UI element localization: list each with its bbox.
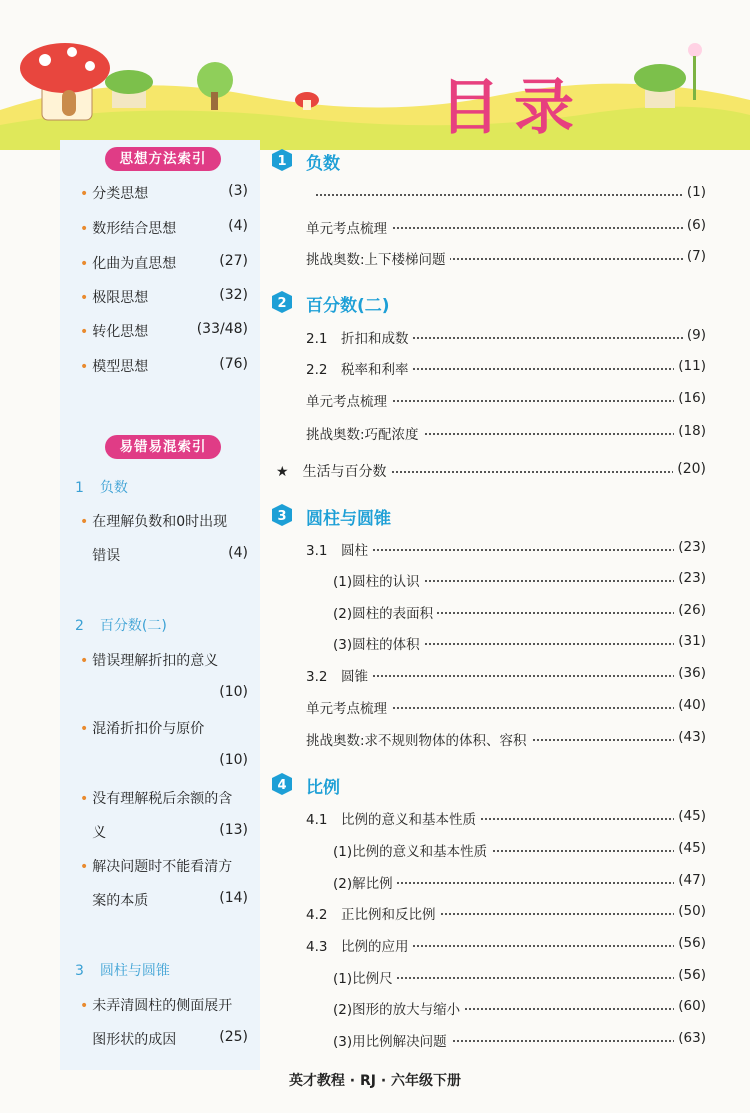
svg-text:4: 4 [277, 778, 287, 793]
toc-row-star[interactable]: ★ 生活与百分数 (20) [276, 461, 706, 480]
method-item: • 极限思想 (32) [80, 287, 248, 306]
error-item-cont: 案的本质 (14) [92, 890, 248, 909]
toc-row[interactable]: (2)图形的放大与缩小 (60) [306, 998, 706, 1018]
error-item: • 错误理解折扣的意义 [80, 653, 219, 669]
section-number-badge [270, 772, 294, 796]
toc-row[interactable]: (3)圆柱的体积 (31) [306, 633, 706, 653]
toc-row[interactable]: 3.1 圆柱 (23) [306, 539, 706, 559]
toc-row[interactable]: (1)比例尺 (56) [306, 967, 706, 987]
method-item: • 化曲为直思想 (27) [80, 253, 248, 272]
toc-row[interactable]: 3.2 圆锥 (36) [306, 665, 706, 685]
methods-index-title: 思想方法索引 [105, 147, 221, 171]
error-item-cont: 错误 (4) [92, 545, 248, 564]
error-item: • 解决问题时不能看清方 [80, 859, 233, 875]
errors-index-title: 易错易混索引 [105, 435, 221, 459]
toc-row[interactable]: 4.3 比例的应用 (56) [306, 935, 706, 955]
error-item-cont: 义 (13) [92, 822, 248, 841]
section-number-badge [270, 290, 294, 314]
svg-text:3: 3 [277, 509, 287, 524]
error-item: • 未弄清圆柱的侧面展开 [80, 998, 233, 1014]
error-item-cont: 图形状的成因 (25) [92, 1029, 248, 1048]
toc-row[interactable]: (2)解比例 (47) [306, 872, 706, 892]
method-item: • 模型思想 (76) [80, 356, 248, 375]
error-item: • 在理解负数和0时出现 [80, 514, 228, 530]
error-group-heading: 1 负数 [75, 480, 128, 496]
header-banner [0, 0, 750, 150]
error-group-heading: 2 百分数(二) [75, 618, 167, 634]
toc-row[interactable]: 4.2 正比例和反比例 (50) [306, 903, 706, 923]
toc-row[interactable]: (1)圆柱的认识 (23) [306, 570, 706, 590]
toc-row[interactable]: 挑战奥数:求不规则物体的体积、容积 (43) [306, 729, 706, 749]
toc-row[interactable]: 单元考点梳理 (6) [306, 217, 706, 237]
method-item: • 数形结合思想 (4) [80, 218, 248, 237]
toc-row[interactable]: 2.2 税率和利率 (11) [306, 358, 706, 378]
section-number-badge [270, 503, 294, 527]
page-title: 目录 [440, 73, 588, 143]
toc-row[interactable]: 挑战奥数:上下楼梯问题 (7) [306, 248, 706, 268]
small-house-icon [105, 70, 153, 108]
method-item: • 分类思想 (3) [80, 183, 248, 202]
toc-row[interactable]: 单元考点梳理 (16) [306, 390, 706, 410]
toc-row[interactable]: (1) [316, 184, 706, 204]
toc-row[interactable]: 单元考点梳理 (40) [306, 697, 706, 717]
star-icon: ★ [276, 464, 289, 480]
page-footer: 英才教程 · RJ · 六年级下册 [288, 1073, 462, 1089]
toc-row[interactable]: (3)用比例解决问题 (63) [306, 1030, 706, 1050]
toc-row[interactable]: 4.1 比例的意义和基本性质 (45) [306, 808, 706, 828]
sidebar-panel [60, 140, 260, 1070]
method-item: • 转化思想 (33/48) [80, 321, 248, 340]
svg-text:2: 2 [277, 296, 287, 311]
toc-row[interactable]: 2.1 折扣和成数 (9) [306, 327, 706, 347]
toc-row[interactable]: (1)比例的意义和基本性质 (45) [306, 840, 706, 860]
error-item: • 混淆折扣价与原价 [80, 721, 205, 737]
section-number-badge [270, 148, 294, 172]
toc-row[interactable]: (2)圆柱的表面积 (26) [306, 602, 706, 622]
svg-text:1: 1 [277, 154, 287, 169]
error-group-heading: 3 圆柱与圆锥 [75, 963, 170, 979]
error-item: • 没有理解税后余额的含 [80, 791, 233, 807]
toc-row[interactable]: 挑战奥数:巧配浓度 (18) [306, 423, 706, 443]
